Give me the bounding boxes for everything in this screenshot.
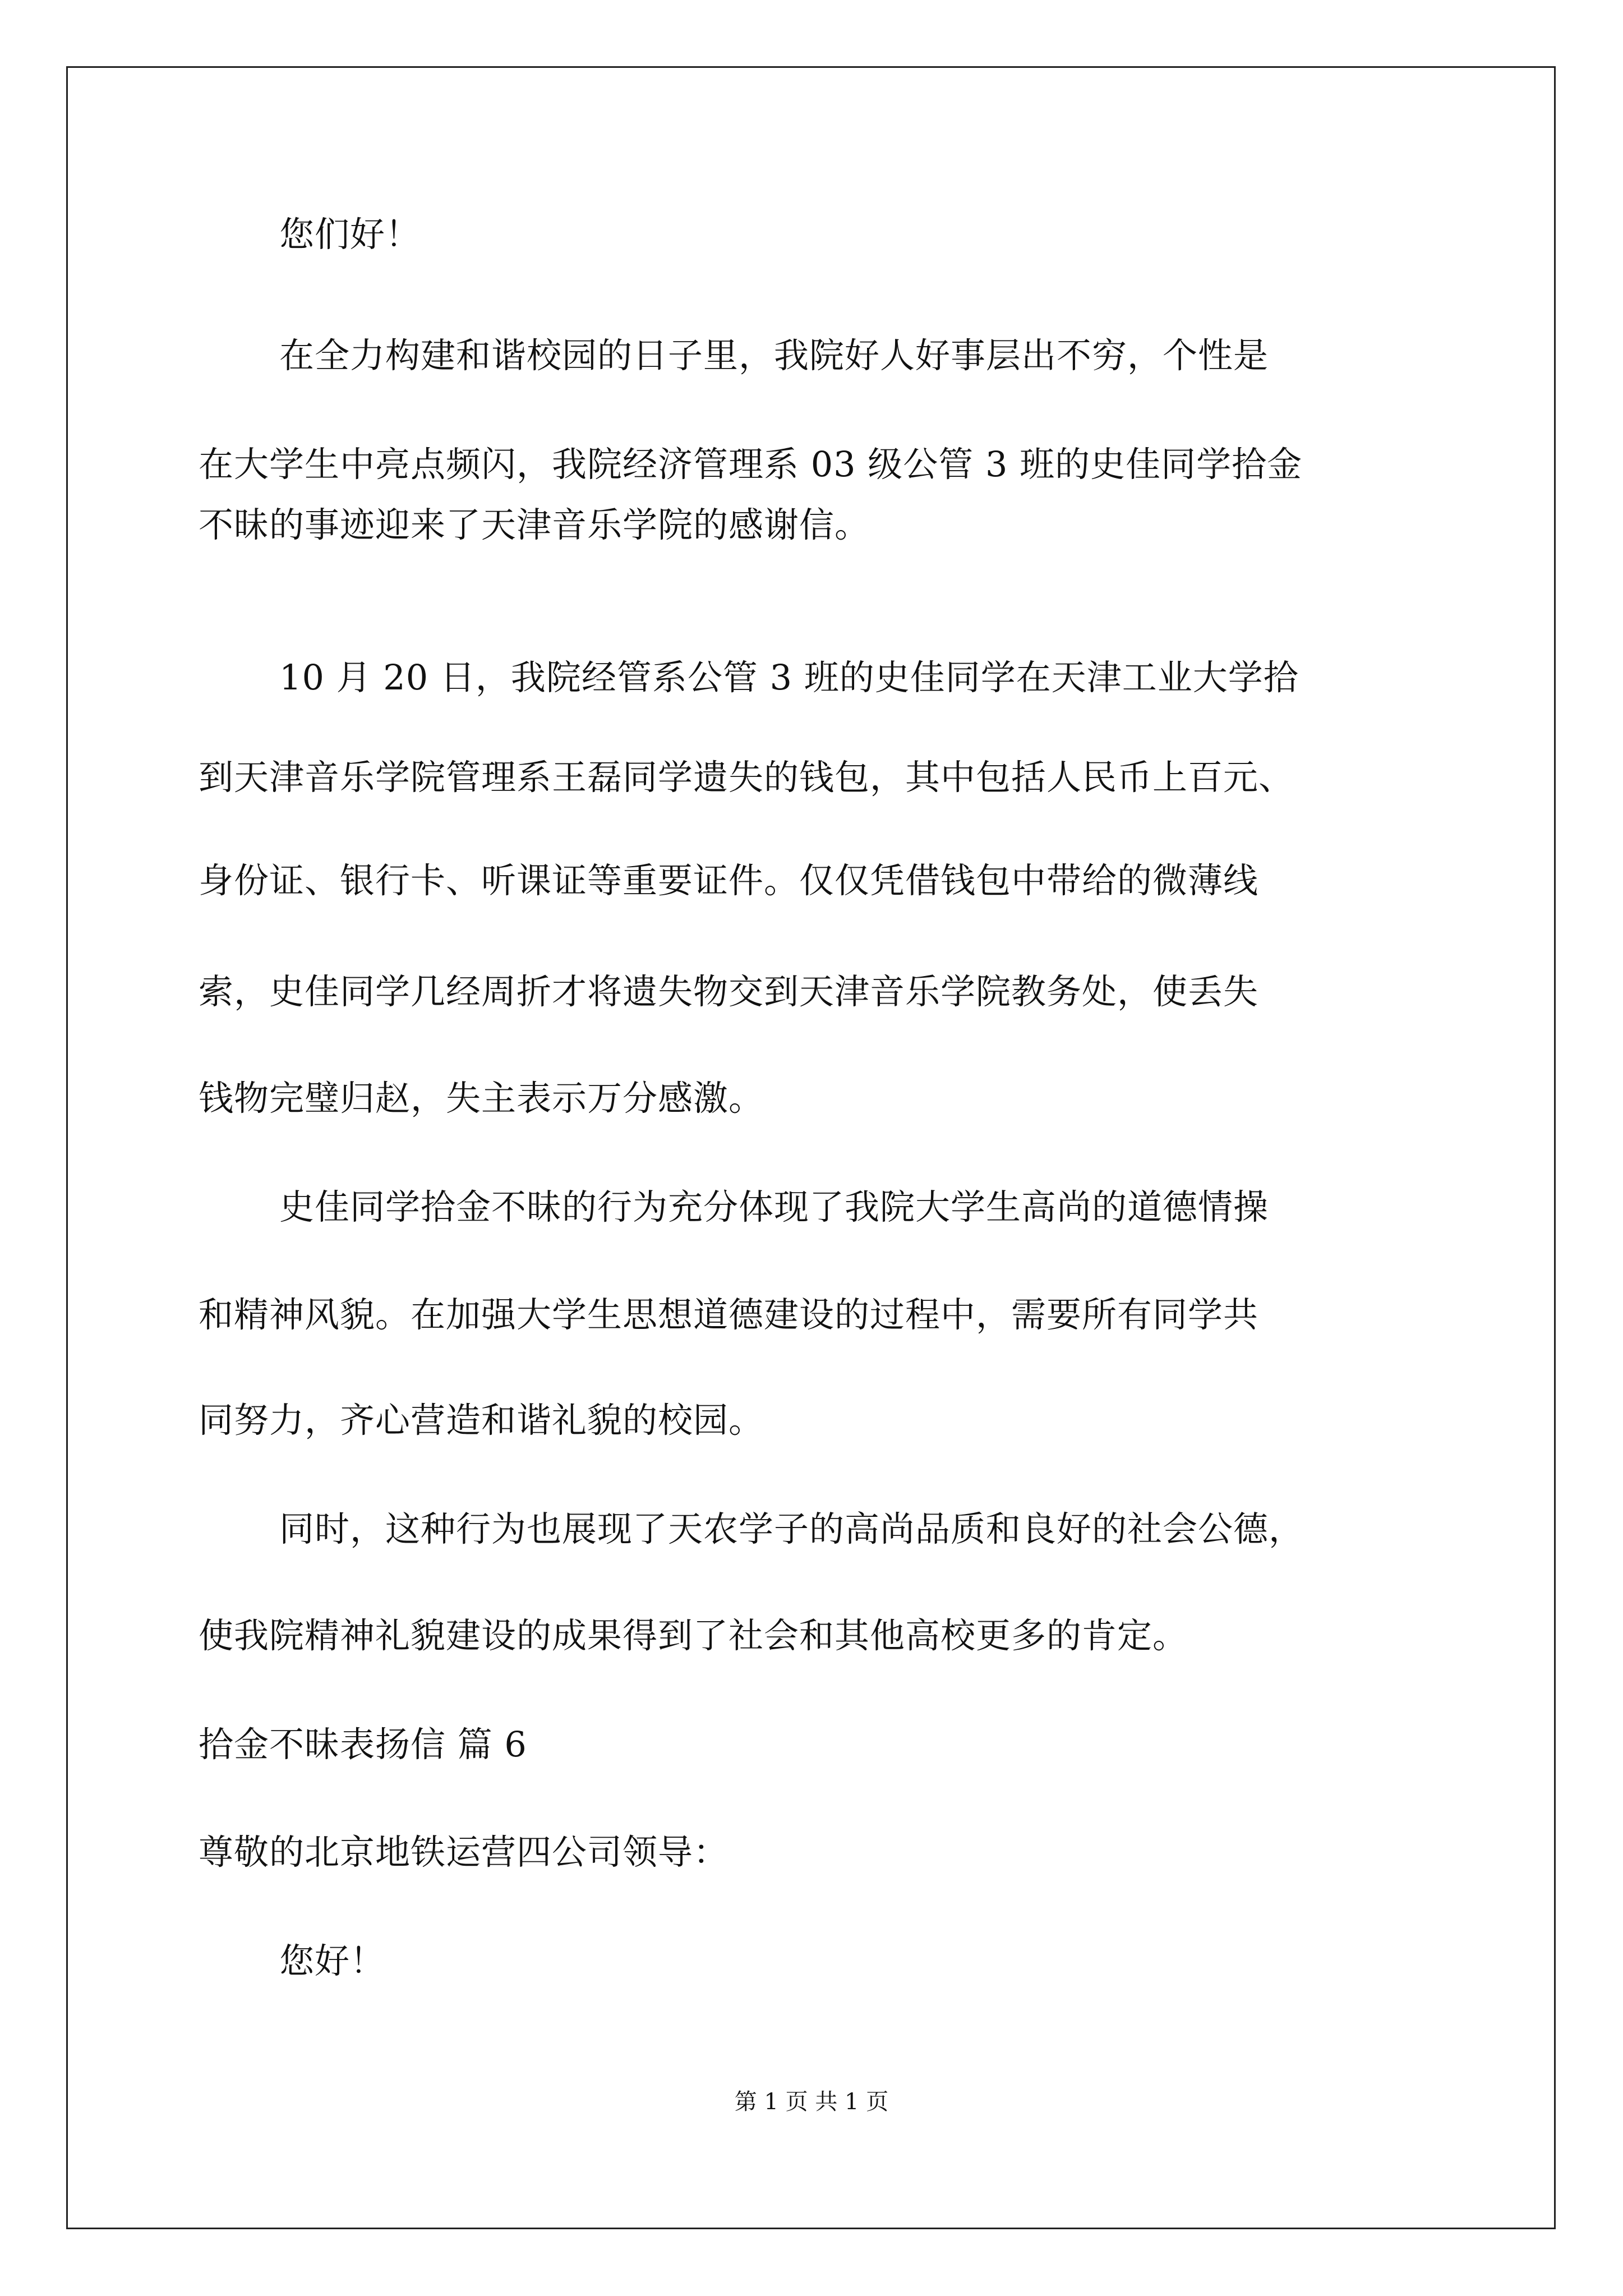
paragraph-1-line-2: 在大学生中亮点频闪，我院经济管理系 03 级公管 3 班的史佳同学拾金 (199, 444, 1303, 485)
paragraph-2-line-2: 到天津音乐学院管理系王磊同学遗失的钱包，其中包括人民币上百元、 (199, 757, 1294, 798)
page-number-footer: 第 1 页 共 1 页 (734, 2089, 889, 2115)
paragraph-2-line-5: 钱物完璧归赵，失主表示万分感激。 (199, 1078, 764, 1119)
paragraph-1-line-3: 不昧的事迹迎来了天津音乐学院的感谢信。 (199, 504, 870, 545)
salutation-line: 尊敬的北京地铁运营四公司领导： (199, 1832, 729, 1872)
paragraph-2-line-4: 索，史佳同学几经周折才将遗失物交到天津音乐学院教务处，使丢失 (199, 971, 1259, 1012)
closing-greeting-line: 您好！ (279, 1940, 386, 1981)
paragraph-3-line-1: 史佳同学拾金不昧的行为充分体现了我院大学生高尚的道德情操 (279, 1186, 1269, 1227)
paragraph-3-line-2: 和精神风貌。在加强大学生思想道德建设的过程中，需要所有同学共 (199, 1294, 1259, 1335)
paragraph-2-line-3: 身份证、银行卡、听课证等重要证件。仅仅凭借钱包中带给的微薄线 (199, 860, 1259, 901)
paragraph-3-line-3: 同努力，齐心营造和谐礼貌的校园。 (199, 1400, 764, 1441)
page-frame (66, 66, 1556, 2229)
paragraph-2-line-1: 10 月 20 日，我院经管系公管 3 班的史佳同学在天津工业大学拾 (279, 657, 1299, 698)
paragraph-1-line-1: 在全力构建和谐校园的日子里，我院好人好事层出不穷，个性是 (279, 335, 1269, 376)
section-heading: 拾金不昧表扬信 篇 6 (199, 1724, 527, 1765)
greeting-line: 您们好！ (279, 214, 421, 255)
paragraph-4-line-2: 使我院精神礼貌建设的成果得到了社会和其他高校更多的肯定。 (199, 1615, 1188, 1656)
paragraph-4-line-1: 同时，这种行为也展现了天农学子的高尚品质和良好的社会公德， (279, 1508, 1304, 1549)
